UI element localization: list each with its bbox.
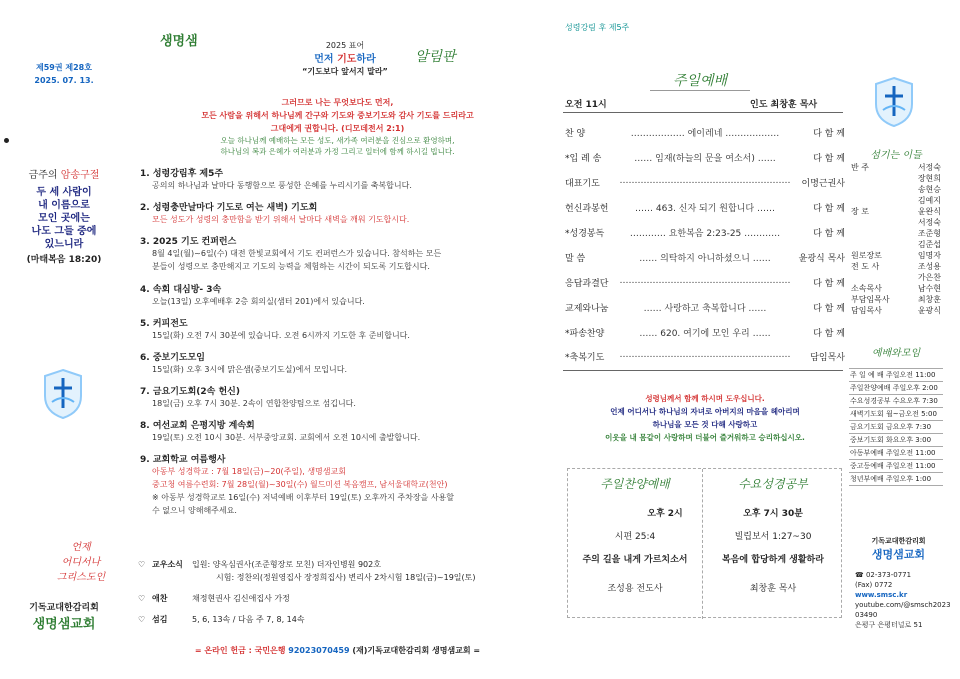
church-name: 생명샘교회 — [32, 617, 96, 632]
item-title: 2. 성령충만날마다 기도로 여는 새벽) 기도회 — [140, 203, 318, 213]
order-leader: 다 함 께 — [813, 229, 845, 239]
issue-date: 2025. 07. 13. — [34, 76, 94, 85]
staff-role: 장 로 — [851, 207, 869, 216]
staff-name: 최창훈 — [917, 295, 941, 304]
website-link[interactable]: www.smsc.kr — [855, 591, 908, 599]
order-row — [565, 226, 845, 239]
item-body: 8월 4일(월)~6일(수) 대전 한빛교회에서 기도 컨퍼런스가 있습니다. 참석하는 모든 — [152, 249, 442, 258]
announcement-item — [140, 384, 540, 418]
year-theme-label: 2025 표어 — [325, 41, 365, 50]
schedule-row: 주일찬양예배 주일오후 2:00 — [849, 382, 943, 395]
news-line: 입원: 양옥심권사(조준형장로 모친) 더자인병원 902호 — [192, 560, 381, 569]
announce-label: 알림판 — [415, 49, 456, 65]
staff-name: 윤완식 — [917, 207, 941, 216]
verse-title-prefix: 금주의 — [28, 170, 61, 181]
order-content: ……………… 에이레네 ……………… — [630, 129, 780, 139]
church-shield-icon — [42, 368, 84, 420]
service-leader: 인도 최창훈 목사 — [750, 100, 818, 110]
order-content: ………………………………………………… — [619, 276, 791, 286]
order-row — [565, 326, 845, 339]
divider — [563, 112, 843, 113]
intro-text — [130, 96, 545, 135]
zip-code: 03490 — [855, 611, 878, 619]
item-title: 7. 금요기도회(2속 헌신) — [140, 387, 240, 397]
offering-suffix: (재)기독교대한감리회 생명샘교회 = — [349, 646, 481, 655]
order-label: *성경봉독 — [565, 229, 605, 239]
order-leader: 다 함 께 — [813, 154, 845, 164]
order-label: 대표기도 — [565, 179, 600, 189]
other-services-box — [567, 468, 842, 618]
staff-row — [851, 250, 941, 261]
right-column — [555, 0, 960, 679]
contact-info — [855, 570, 950, 630]
verse-title-highlight: 암송구절 — [60, 170, 100, 181]
order-leader: 이명근권사 — [801, 179, 845, 189]
slogan-line: 어디서나 — [61, 557, 101, 568]
staff-name: 김예지 — [917, 196, 941, 205]
order-content: …… 임재(하늘의 문을 여소서) …… — [634, 154, 776, 164]
verse-title — [14, 166, 114, 181]
serve-row — [138, 613, 538, 626]
welcome-line-2: 하나님의 복과 은혜가 여러분과 가정 그리고 일터에 함께 하시길 빕니다. — [220, 147, 455, 156]
intro-line-2a: 모든 사람을 위해서 하나님께 — [201, 111, 306, 120]
staff-name: 윤광식 — [917, 306, 941, 315]
church-org: 기독교대한감리회 — [29, 603, 99, 613]
youtube-link[interactable]: youtube.com/@smsch2023 — [855, 601, 951, 609]
verse-body — [14, 186, 114, 251]
heart-icon: ♡ — [138, 594, 146, 603]
service-title: 주일예배 — [650, 70, 750, 91]
item-body: 오늘(13일) 오후예배후 2층 회의실(샘터 201)에서 있습니다. — [152, 297, 365, 306]
staff-role: 소속목사 — [851, 284, 882, 293]
announcement-item — [140, 316, 540, 350]
order-leader: 윤광식 목사 — [798, 254, 845, 264]
staff-row — [851, 305, 941, 316]
order-label: *입 례 송 — [565, 154, 602, 164]
year-theme — [280, 50, 410, 65]
staff-row — [851, 206, 941, 217]
phone-number: ☎ 02-373-0771 — [855, 571, 912, 579]
intro-line-2 — [130, 109, 545, 122]
wed-preacher: 최창훈 목사 — [749, 584, 797, 594]
staff-name: 조성용 — [917, 262, 941, 271]
afternoon-scripture: 시편 25:4 — [614, 532, 656, 542]
item-body: 수 없으니 양해해주세요. — [152, 506, 237, 515]
news-line: 시험: 정찬의(정원영집사 장정희집사) 변리사 2차시험 18일(금)~19일(토) — [216, 573, 476, 582]
center-column — [130, 0, 545, 679]
bullet-dot — [4, 138, 9, 143]
staff-role: 원로장로 — [851, 251, 882, 260]
wed-title: 수요성경공부 — [738, 477, 808, 491]
staff-row — [851, 283, 941, 294]
schedule-row: 청년부예배 주일오후 1:00 — [849, 473, 943, 486]
order-label: 찬 양 — [565, 129, 586, 139]
schedule-row: 중고등예배 주일오전 11:00 — [849, 460, 943, 473]
blessing-line: 언제 어디서나 하나님의 자녀로 아버지의 마음을 헤아리며 — [610, 407, 800, 416]
afternoon-title: 주일찬양예배 — [600, 477, 670, 491]
fax-number: (Fax) 0772 — [855, 581, 893, 589]
staff-name: 남수현 — [917, 284, 941, 293]
item-body: 아동부 성경학교 : 7월 18일(금)~20(주일), 생명샘교회 — [152, 467, 346, 476]
verse-line: 있느니라 — [44, 239, 84, 250]
verse-line: 두 세 사람이 — [36, 187, 92, 198]
staff-name: 서정숙 — [917, 163, 941, 172]
order-leader: 다 함 께 — [813, 329, 845, 339]
condolence-label: 애찬 — [152, 594, 168, 603]
staff-row — [851, 184, 941, 195]
wed-sermon: 복음에 합당하게 생활하라 — [722, 555, 824, 565]
order-label: 응답과결단 — [565, 279, 609, 289]
address: 은평구 은평터널로 51 — [855, 621, 923, 629]
right-church-name: 생명샘교회 — [871, 548, 926, 561]
order-label: 헌신과봉헌 — [565, 204, 609, 214]
item-title: 9. 교회학교 여름행사 — [140, 455, 226, 465]
staff-name: 서정숙 — [917, 218, 941, 227]
slogan — [56, 540, 106, 585]
staff-row — [851, 162, 941, 173]
item-title: 6. 중보기도모임 — [140, 353, 205, 363]
order-leader: 다 함 께 — [813, 129, 845, 139]
news-label: 교우소식 — [152, 560, 183, 569]
staff-role: 부담임목사 — [851, 295, 890, 304]
order-row — [565, 176, 845, 189]
offering-prefix: = 온라인 헌금 : 국민은행 — [194, 646, 289, 655]
announcement-item — [140, 452, 540, 530]
intro-line-2-highlight: 간구와 기도와 중보기도와 감사 기도를 드리라고 — [305, 111, 474, 120]
offering-line — [130, 645, 545, 656]
staff-row — [851, 173, 941, 184]
left-sidebar — [0, 0, 130, 679]
order-row — [565, 251, 845, 264]
order-row — [565, 151, 845, 164]
schedule-row: 주 일 예 배 주일오전 11:00 — [849, 369, 943, 382]
order-label: *축복기도 — [565, 353, 605, 363]
item-body: 공의의 하나님과 날마다 동행함으로 풍성한 은혜를 누리시기를 축복합니다. — [152, 181, 412, 190]
staff-role: 담임목사 — [851, 306, 882, 315]
schedule-title: 예배와모임 — [871, 348, 921, 359]
verse-line: 내 이름으로 — [38, 200, 90, 211]
item-title: 3. 2025 기도 컨퍼런스 — [140, 237, 237, 247]
news-row — [138, 558, 538, 584]
staff-name: 김준섭 — [917, 240, 941, 249]
item-title: 1. 성령강림후 제5주 — [140, 169, 224, 179]
blessing-message — [555, 392, 855, 444]
intro-line-3: 그대에게 권합니다. (디모데전서 2:1) — [270, 124, 405, 133]
schedule-row: 중보기도회 화요오후 3:00 — [849, 434, 943, 447]
announcement-item — [140, 282, 540, 316]
theme-highlight: 기도 — [337, 54, 357, 65]
staff-name: 조준형 — [917, 229, 941, 238]
wednesday-service — [704, 469, 842, 619]
item-body: 중고청 여름수련회: 7월 28일(월)~30일(수) 월드미션 복음캠프, 남서울대학교(천안) — [152, 480, 448, 489]
wed-scripture: 빌립보서 1:27~30 — [734, 532, 812, 542]
item-body: 모든 성도가 성령의 충만함을 받기 위해서 날마다 새벽을 깨워 기도합시다. — [152, 215, 410, 224]
slogan-line: 그리스도인 — [56, 572, 106, 583]
order-row — [565, 126, 845, 139]
afternoon-time: 오후 2시 — [647, 509, 683, 519]
order-row — [565, 301, 845, 314]
announcement-item — [140, 418, 540, 452]
item-body: 분들이 성령으로 충만해지고 기도의 능력을 체험하는 시간이 되도록 기도합시다. — [152, 262, 430, 271]
serve-text: 5, 6, 13속 / 다음 주 7, 8, 14속 — [192, 615, 305, 624]
staff-title: 섬기는 이들 — [870, 150, 922, 161]
order-leader: 다 함 께 — [813, 304, 845, 314]
staff-row — [851, 217, 941, 228]
order-content: …… 의탁하지 아니하셨으니 …… — [639, 254, 771, 264]
verse-line: 모인 곳에는 — [38, 213, 90, 224]
verse-line: 나도 그들 중에 — [31, 226, 97, 237]
item-body: 15일(화) 오후 3시에 맑은샘(중보기도실)에서 모입니다. — [152, 365, 348, 374]
announcement-list — [140, 166, 540, 530]
theme-prefix: 먼저 — [314, 54, 338, 65]
order-content: …… 사랑하고 축복합니다 …… — [643, 304, 767, 314]
afternoon-service — [568, 469, 703, 619]
blessing-line: 성령님께서 함께 하시며 도우십니다. — [645, 394, 765, 403]
heart-icon: ♡ — [138, 560, 146, 569]
schedule-row: 새벽기도회 월~금오전 5:00 — [849, 408, 943, 421]
order-label: *파송찬양 — [565, 329, 605, 339]
order-row — [565, 350, 845, 363]
staff-row — [851, 294, 941, 305]
item-title: 5. 커피전도 — [140, 319, 188, 329]
order-content: …… 463. 신자 되기 원합니다 …… — [635, 204, 775, 214]
heart-icon: ♡ — [138, 615, 146, 624]
staff-name: 임명자 — [917, 251, 941, 260]
offering-account: 92023070459 — [288, 646, 350, 655]
item-title: 8. 여선교회 은평지방 계속회 — [140, 421, 255, 431]
order-leader: 담임목사 — [810, 353, 845, 363]
staff-name: 장현희 — [917, 174, 941, 183]
order-row — [565, 201, 845, 214]
order-content: ………………………………………………… — [619, 350, 791, 360]
staff-role: 반 주 — [851, 163, 869, 172]
afternoon-preacher: 조성용 전도사 — [607, 584, 663, 594]
welcome-line-1: 오늘 하나님께 예배하는 모든 성도, 새가족 여러분을 진심으로 환영하며, — [220, 136, 455, 145]
welcome-text — [130, 135, 545, 157]
schedule-list — [849, 368, 943, 486]
slogan-line: 언제 — [71, 542, 91, 553]
serve-label: 섬김 — [152, 615, 168, 624]
order-leader: 다 함 께 — [813, 204, 845, 214]
logo-text: 생명샘 — [160, 34, 198, 49]
church-shield-icon — [873, 76, 915, 128]
divider — [563, 370, 843, 371]
staff-name: 송현승 — [917, 185, 941, 194]
announcement-item — [140, 200, 540, 234]
order-content: …… 620. 여기에 모인 우리 …… — [639, 329, 771, 339]
news-section — [138, 558, 538, 626]
theme-suffix: 하라 — [356, 54, 376, 65]
blessing-line: 하나님을 모든 것 다해 사랑하고 — [652, 420, 758, 429]
verse-reference: (마태복음 18:20) — [26, 255, 102, 265]
order-content: ………………………………………………… — [619, 176, 791, 186]
condolence-text: 채정현권사 김신애집사 가정 — [192, 594, 290, 603]
schedule-row: 금요기도회 금요오후 7:30 — [849, 421, 943, 434]
intro-line-1: 그러므로 나는 무엇보다도 먼저, — [281, 98, 394, 107]
staff-role: 전 도 사 — [851, 262, 880, 271]
item-body: ※ 아동부 성경학교로 16일(수) 저녁예배 이후부터 19일(토) 오후까지 주차장을 사용할 — [152, 493, 454, 502]
announcement-item — [140, 234, 540, 282]
volume-number: 제59권 제28호 — [36, 63, 92, 72]
staff-row — [851, 239, 941, 250]
afternoon-sermon: 주의 길을 내게 가르치소서 — [582, 555, 688, 565]
theme-subtitle: “기도보다 앞서지 말라” — [302, 67, 388, 76]
item-title: 4. 속회 대심방- 3속 — [140, 285, 222, 295]
item-body: 19일(토) 오전 10시 30분. 서부중앙교회. 교회에서 오전 10시에 출발합니다. — [152, 433, 421, 442]
right-church-org: 기독교대한감리회 — [871, 537, 926, 545]
staff-row — [851, 228, 941, 239]
service-time: 오전 11시 — [565, 100, 607, 110]
staff-row — [851, 195, 941, 206]
schedule-row: 수요성경공부 수요오후 7:30 — [849, 395, 943, 408]
order-row — [565, 276, 845, 289]
announcement-item — [140, 350, 540, 384]
blessing-line: 이웃을 내 몸같이 사랑하며 더불어 즐거워하고 승리하십시오. — [605, 433, 805, 442]
item-body: 15일(화) 오전 7시 30분에 있습니다. 오전 6시까지 기도한 후 준비합니다. — [152, 331, 410, 340]
staff-row — [851, 261, 941, 272]
wed-time: 오후 7시 30분 — [743, 509, 803, 519]
staff-name: 가은찬 — [917, 273, 941, 282]
order-leader: 다 함 께 — [813, 279, 845, 289]
announcement-item — [140, 166, 540, 200]
week-label: 성령강림 후 제5주 — [565, 23, 630, 32]
schedule-row: 아동부예배 주일오전 11:00 — [849, 447, 943, 460]
order-content: ………… 요한복음 2:23-25 ………… — [629, 229, 781, 239]
news-lines — [192, 558, 476, 584]
staff-list — [851, 162, 941, 316]
order-label: 교제와나눔 — [565, 304, 609, 314]
condolence-row — [138, 592, 538, 605]
item-body: 18일(금) 오후 7시 30분. 2속이 연합찬양팀으로 섬깁니다. — [152, 399, 356, 408]
order-label: 말 씀 — [565, 254, 586, 264]
staff-row — [851, 272, 941, 283]
